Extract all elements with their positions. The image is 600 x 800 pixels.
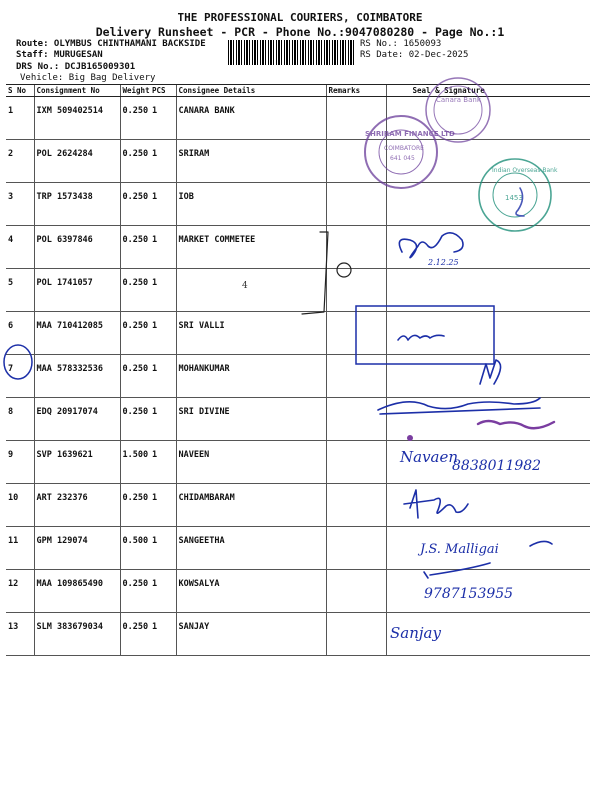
cell-sno: 10 [6, 484, 34, 527]
cell-consignment: POL 2624284 [34, 140, 120, 183]
sriram-stamp-pin: 641 045 [390, 155, 415, 162]
cell-weight: 0.250 [120, 183, 150, 226]
cell-consignee: MARKET COMMETEE [176, 226, 326, 269]
cell-weight: 0.250 [120, 140, 150, 183]
cell-pcs: 1 [150, 570, 176, 613]
cell-sno: 12 [6, 570, 34, 613]
vehicle-label: Vehicle: Big Bag Delivery [20, 73, 156, 83]
cell-sno: 2 [6, 140, 34, 183]
rs-number: RS No.: 1650093 [360, 39, 442, 49]
cell-pcs: 1 [150, 484, 176, 527]
cell-consignment: MAA 710412085 [34, 312, 120, 355]
cell-pcs: 1 [150, 97, 176, 140]
cell-sno: 13 [6, 613, 34, 656]
cell-consignment: EDQ 20917074 [34, 398, 120, 441]
cell-consignment: IXM 509402514 [34, 97, 120, 140]
cell-pcs: 1 [150, 140, 176, 183]
col-header-consignment: Consignment No [34, 85, 120, 97]
row4-date: 2.12.25 [428, 258, 459, 267]
row9-name: Navaen [400, 448, 459, 466]
row11-underline [530, 541, 552, 546]
cell-consignee: SRI VALLI [176, 312, 326, 355]
cell-consignee: SRIRAM [176, 140, 326, 183]
cell-sno: 4 [6, 226, 34, 269]
row7-circle-mark [4, 345, 32, 379]
cell-consignment: SVP 1639621 [34, 441, 120, 484]
signature-row12 [424, 563, 490, 578]
sriram-stamp-text: SHRIRAM FINANCE LTD [365, 130, 455, 138]
cell-weight: 0.250 [120, 226, 150, 269]
row9-ink-dot [407, 435, 413, 441]
cell-sno: 3 [6, 183, 34, 226]
cell-consignment: GPM 129074 [34, 527, 120, 570]
cell-sno: 5 [6, 269, 34, 312]
cell-consignee: KOWSALYA [176, 570, 326, 613]
cell-pcs: 1 [150, 398, 176, 441]
col-header-pcs: PCS [150, 85, 176, 97]
cell-pcs: 1 [150, 226, 176, 269]
rs-date: RS Date: 02-Dec-2025 [360, 50, 469, 60]
cell-sno: 9 [6, 441, 34, 484]
cell-pcs: 1 [150, 355, 176, 398]
cell-consignment: MAA 109865490 [34, 570, 120, 613]
col-header-sno: S No [6, 85, 34, 97]
company-title: THE PROFESSIONAL COURIERS, COIMBATORE [177, 11, 423, 24]
cell-consignee: SANGEETHA [176, 527, 326, 570]
cell-weight: 0.250 [120, 570, 150, 613]
cell-weight: 0.250 [120, 312, 150, 355]
drs-number: DRS No.: DCJB165009301 [16, 62, 136, 72]
cell-pcs: 1 [150, 527, 176, 570]
row11-name: J.S. Malligai [420, 542, 499, 557]
row9-phone: 8838011982 [452, 458, 542, 474]
route-label: Route: OLYMBUS CHINTHAMANI BACKSIDE [16, 39, 206, 49]
cell-sno: 8 [6, 398, 34, 441]
cell-pcs: 1 [150, 312, 176, 355]
row13-name: Sanjay [390, 624, 441, 642]
cell-consignee: NAVEEN [176, 441, 326, 484]
cell-consignment: POL 1741057 [34, 269, 120, 312]
col-header-weight: Weight [120, 85, 150, 97]
cell-consignee: SANJAY [176, 613, 326, 656]
cell-consignment: ART 232376 [34, 484, 120, 527]
signature-row8 [378, 398, 540, 414]
sriram-stamp-city: COIMBATORE [384, 145, 424, 152]
row6-box-stamp [356, 306, 494, 364]
cell-sno: 1 [6, 97, 34, 140]
cell-pcs: 1 [150, 269, 176, 312]
cell-consignment: POL 6397846 [34, 226, 120, 269]
cell-weight: 0.250 [120, 484, 150, 527]
cell-weight: 0.250 [120, 97, 150, 140]
cell-consignee: MOHANKUMAR [176, 355, 326, 398]
cell-consignment: TRP 1573438 [34, 183, 120, 226]
col-header-consignee: Consignee Details [176, 85, 326, 97]
cell-pcs: 1 [150, 183, 176, 226]
remarks-bracket-mark [302, 232, 328, 314]
row9-ink-smudge [478, 421, 554, 428]
cell-consignee: SRI DIVINE [176, 398, 326, 441]
cell-consignee: IOB [176, 183, 326, 226]
canara-stamp-text: Canara Bank [436, 96, 481, 104]
signature-row4 [399, 233, 463, 258]
runsheet-subtitle: Delivery Runsheet - PCR - Phone No.:9047080280 - Page No.:1 [95, 25, 505, 39]
cell-consignee: CHIDAMBARAM [176, 484, 326, 527]
iob-stamp-code: 1453 [505, 194, 523, 202]
iob-stamp [479, 159, 558, 231]
cell-pcs: 1 [150, 613, 176, 656]
cell-weight: 0.250 [120, 613, 150, 656]
cell-weight: 0.250 [120, 398, 150, 441]
iob-stamp-text: Indian Overseas Bank [492, 167, 558, 174]
cell-weight: 0.250 [120, 269, 150, 312]
remarks-circle-mark [337, 263, 351, 277]
cell-weight: 0.500 [120, 527, 150, 570]
cell-consignee: CANARA BANK [176, 97, 326, 140]
margin-mark: 4 [242, 281, 248, 291]
staff-label: Staff: MURUGESAN [16, 50, 103, 60]
cell-consignment: MAA 578332536 [34, 355, 120, 398]
cell-weight: 1.500 [120, 441, 150, 484]
col-header-seal-signature: Seal & Signature [386, 85, 590, 97]
row12-phone: 9787153955 [424, 586, 514, 602]
cell-pcs: 1 [150, 441, 176, 484]
cell-sno: 6 [6, 312, 34, 355]
cell-sno: 7 [6, 355, 34, 398]
cell-sno: 11 [6, 527, 34, 570]
cell-weight: 0.250 [120, 355, 150, 398]
cell-consignment: SLM 383679034 [34, 613, 120, 656]
signature-row11 [404, 490, 468, 518]
col-header-remarks: Remarks [326, 85, 386, 97]
